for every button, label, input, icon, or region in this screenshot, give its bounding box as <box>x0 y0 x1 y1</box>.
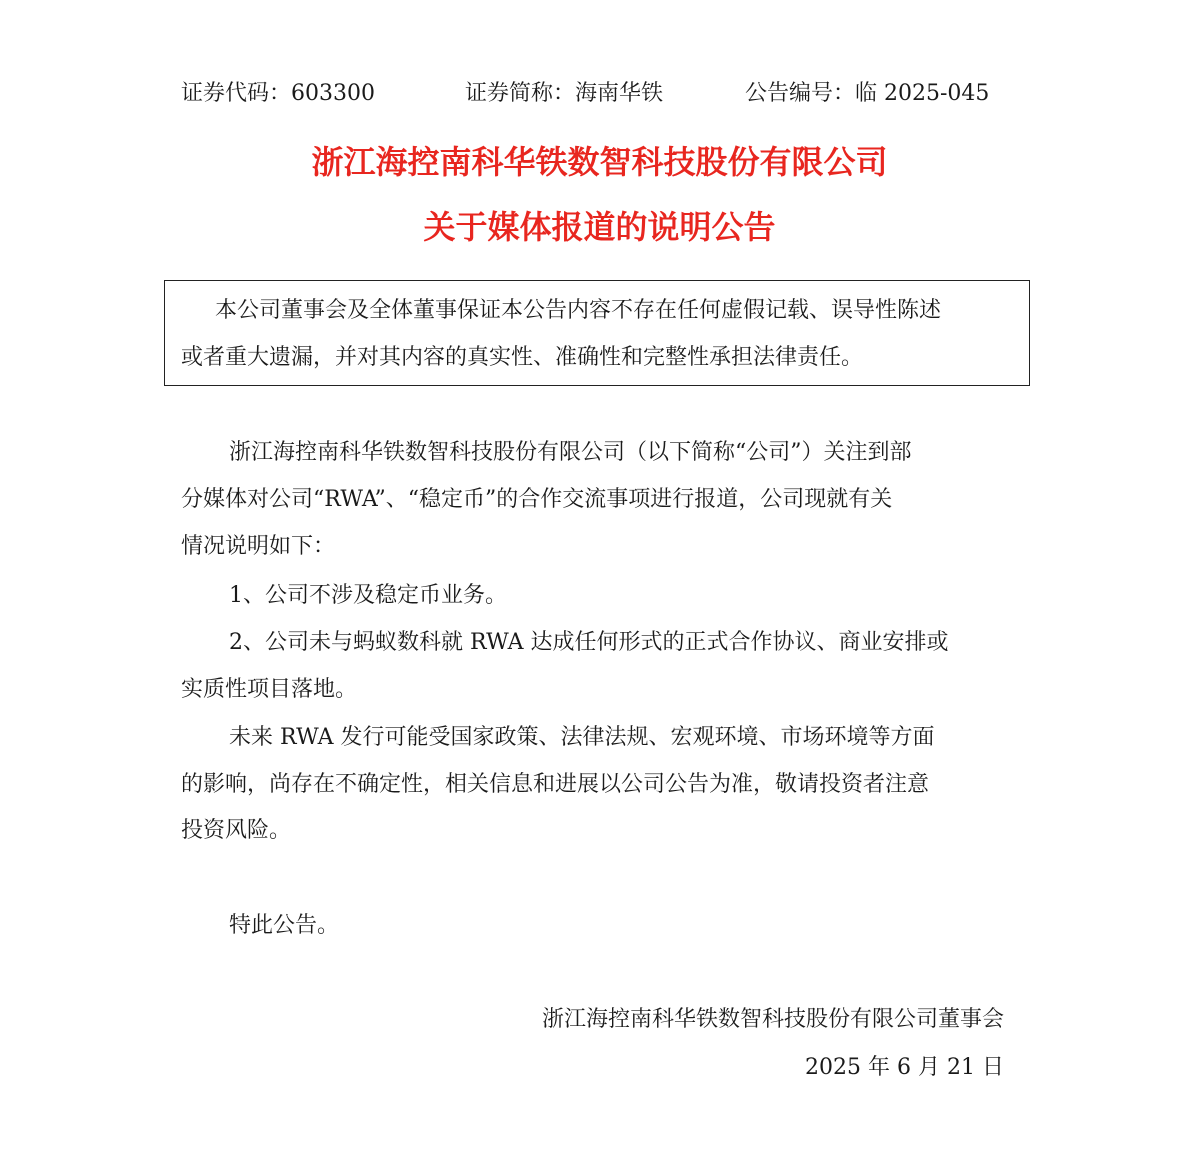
signature-company: 浙江海控南科华铁数智科技股份有限公司董事会 <box>541 1007 1004 1032</box>
title-subject: 关于媒体报道的说明公告 <box>423 208 776 246</box>
closing-statement: 特此公告。 <box>229 913 340 938</box>
disclaimer-line-2: 或者重大遗漏，并对其内容的真实性、准确性和完整性承担法律责任。 <box>181 345 864 370</box>
disclaimer-line-1: 本公司董事会及全体董事保证本公告内容不存在任何虚假记载、误导性陈述 <box>215 298 942 323</box>
item-2-line-2: 实质性项目落地。 <box>181 677 358 702</box>
item-1: 1、公司不涉及稳定币业务。 <box>229 583 507 608</box>
risk-line-3: 投资风险。 <box>181 818 292 843</box>
title-company: 浙江海控南科华铁数智科技股份有限公司 <box>311 143 888 181</box>
risk-line-1: 未来 RWA 发行可能受国家政策、法律法规、宏观环境、市场环境等方面 <box>229 725 935 750</box>
stock-code: 证券代码：603300 <box>181 81 375 106</box>
signature-date: 2025 年 6 月 21 日 <box>805 1055 1004 1080</box>
stock-abbreviation: 证券简称：海南华铁 <box>465 81 664 106</box>
intro-line-3: 情况说明如下： <box>181 534 336 559</box>
intro-line-2: 分媒体对公司“RWA”、“稳定币”的合作交流事项进行报道，公司现就有关 <box>181 487 893 512</box>
announcement-number: 公告编号：临 2025-045 <box>745 81 990 106</box>
document-header <box>0 78 1199 110</box>
risk-line-2: 的影响，尚存在不确定性，相关信息和进展以公司公告为准，敬请投资者注意 <box>181 772 930 797</box>
intro-line-1: 浙江海控南科华铁数智科技股份有限公司（以下简称“公司”）关注到部 <box>229 440 912 465</box>
item-2-line-1: 2、公司未与蚂蚁数科就 RWA 达成任何形式的正式合作协议、商业安排或 <box>229 630 949 655</box>
